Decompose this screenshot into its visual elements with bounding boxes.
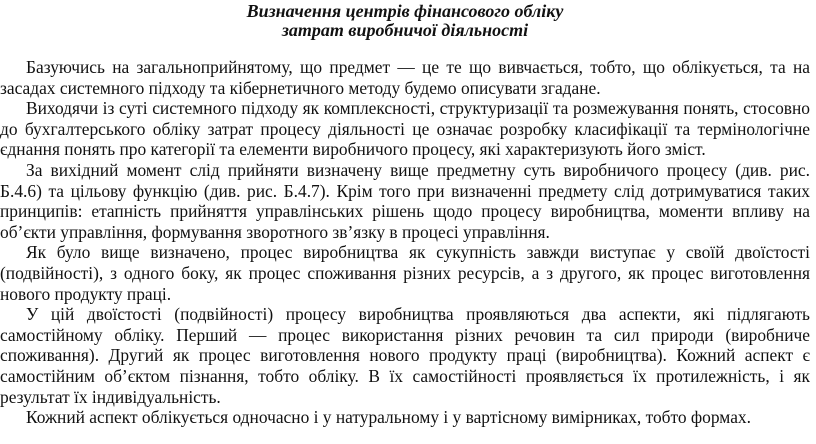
paragraph-4: Як було вище визначено, процес виробництва як сукупність завжди виступає у своїй двоїстості (подвійності), з одного боку, як процес споживання різних ресурсів, а з другого, як процес виготовлення нового продукту праці.: [0, 242, 810, 304]
paragraph-5: У цій двоїстості (подвійності) процесу виробництва проявляються два аспекти, які підлягають самостійному обліку. Перший — процес використання різних речовин та сил природи (виробниче споживання). Другий як процес виготовлення нового продукту праці (виробництва). Кожний аспект є самостійним об’єктом пізнання, тобто обліку. В їх самостійності проявляється їх протилежність, і як результат їх індивідуальність.: [0, 304, 810, 407]
paragraph-3: За вихідний момент слід прийняти визначену вище предметну суть виробничого процесу (див. рис. Б.4.6) та цільову функцію (див. рис. Б.4.7). Крім того при визначенні предмету слід дотримуватися таких принципів: етапність прийняття управлінських рішень щодо процесу виробництва, моменти впливу на об’єкти управління, формування зворотного зв’язку в процесі управління.: [0, 159, 810, 242]
body-text: [0, 57, 810, 428]
title-line-1: Визначення центрів фінансового обліку: [246, 1, 564, 21]
page-title: [0, 2, 810, 40]
paragraph-1: Базуючись на загальноприйнятому, що предмет — це те що вивчається, тобто, що облікується, та на засадах системного підходу та кібернетичного методу будемо описувати згадане.: [0, 57, 810, 98]
paragraph-2: Виходячи із суті системного підходу як комплексності, структуризації та розмежування понять, стосовно до бухгалтерського обліку затрат процесу діяльності це означає розробку класифікації та термінологічне єднання понять про категорії та елементи виробничого процесу, які характеризують його зміст.: [0, 98, 810, 160]
paragraph-6: Кожний аспект облікується одночасно і у натуральному і у вартісному вимірниках, тобто формах.: [26, 407, 751, 428]
title-line-2: затрат виробничої діяльності: [281, 20, 529, 40]
